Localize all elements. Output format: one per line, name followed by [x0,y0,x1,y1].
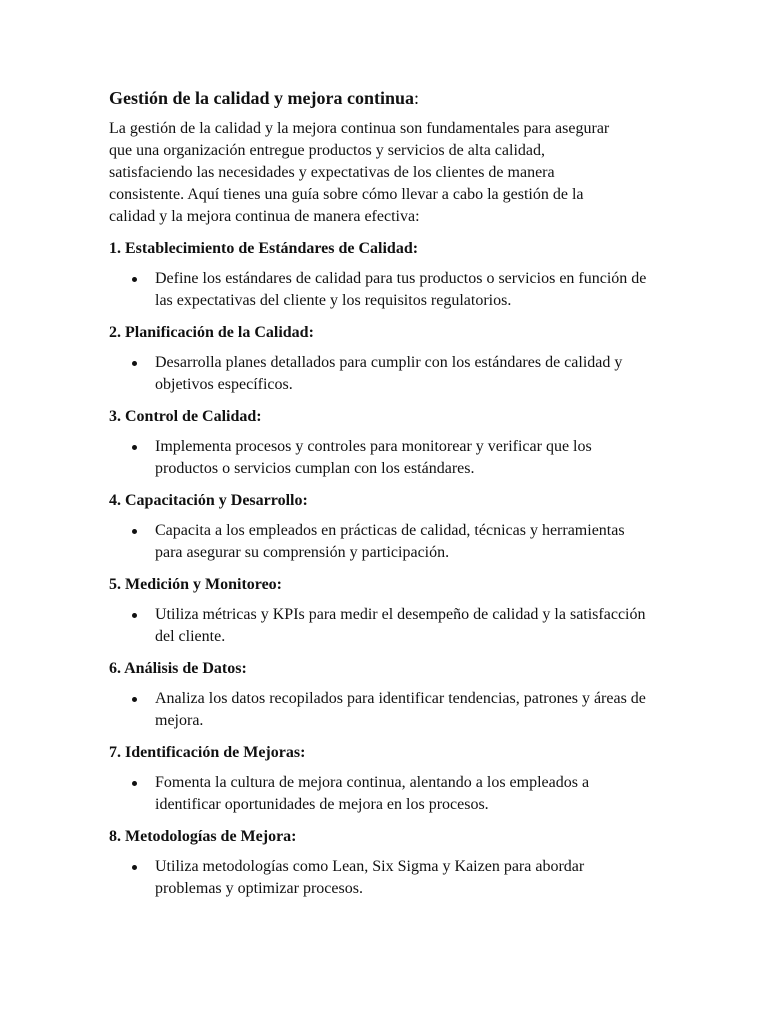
bullet-icon [132,865,137,870]
bullet-list [109,520,654,564]
section-4 [109,490,654,564]
bullet-list [109,856,654,900]
bullet-list [109,268,654,312]
bullet-icon [132,697,137,702]
section-heading: 5. Medición y Monitoreo: [109,576,283,593]
title-colon: : [414,88,420,108]
intro-paragraph: La gestión de la calidad y la mejora continua son fundamentales para asegurar que una organización entregue productos y servicios de alta calidad, satisfaciendo las necesidades y expectativas de los clientes de manera consistente. Aquí tienes una guía sobre cómo llevar a cabo la gestión de la calidad y la mejora continua de manera efectiva: [109,120,610,225]
bullet-text: Capacita a los empleados en prácticas de calidad, técnicas y herramientas para asegurar su comprensión y participación. [155,522,625,561]
bullet-list [109,352,654,396]
bullet-list [109,688,654,732]
bullet-icon [132,277,137,282]
section-2 [109,322,654,396]
bullet-list [109,604,654,648]
bullet-item [109,436,654,480]
section-heading: 8. Metodologías de Mejora: [109,828,297,845]
bullet-icon [132,529,137,534]
bullet-list [109,436,654,480]
bullet-text: Analiza los datos recopilados para identificar tendencias, patrones y áreas de mejora. [155,690,646,729]
section-3 [109,406,654,480]
section-heading: 7. Identificación de Mejoras: [109,744,306,761]
document-title [109,86,654,110]
bullet-list [109,772,654,816]
bullet-icon [132,445,137,450]
section-heading: 4. Capacitación y Desarrollo: [109,492,308,509]
section-5 [109,574,654,648]
section-7 [109,742,654,816]
bullet-item [109,352,654,396]
section-heading: 6. Análisis de Datos: [109,660,247,677]
bullet-text: Utiliza métricas y KPIs para medir el desempeño de calidad y la satisfacción del cliente. [155,606,646,645]
bullet-icon [132,613,137,618]
section-6 [109,658,654,732]
bullet-item [109,268,654,312]
bullet-icon [132,781,137,786]
title-text: Gestión de la calidad y mejora continua [109,88,414,108]
bullet-text: Desarrolla planes detallados para cumplir con los estándares de calidad y objetivos específicos. [155,354,623,393]
bullet-item [109,520,654,564]
bullet-item [109,688,654,732]
section-1 [109,238,654,312]
document-page [109,86,654,909]
bullet-item [109,604,654,648]
bullet-text: Implementa procesos y controles para monitorear y verificar que los productos o servicios cumplan con los estándares. [155,438,592,477]
bullet-text: Fomenta la cultura de mejora continua, alentando a los empleados a identificar oportunidades de mejora en los procesos. [155,774,590,813]
bullet-item [109,856,654,900]
bullet-icon [132,361,137,366]
section-heading: 1. Establecimiento de Estándares de Calidad: [109,240,419,257]
section-8 [109,826,654,900]
bullet-text: Utiliza metodologías como Lean, Six Sigma y Kaizen para abordar problemas y optimizar procesos. [155,858,585,897]
section-heading: 3. Control de Calidad: [109,408,262,425]
section-heading: 2. Planificación de la Calidad: [109,324,314,341]
bullet-item [109,772,654,816]
bullet-text: Define los estándares de calidad para tus productos o servicios en función de las expectativas del cliente y los requisitos regulatorios. [155,270,647,309]
